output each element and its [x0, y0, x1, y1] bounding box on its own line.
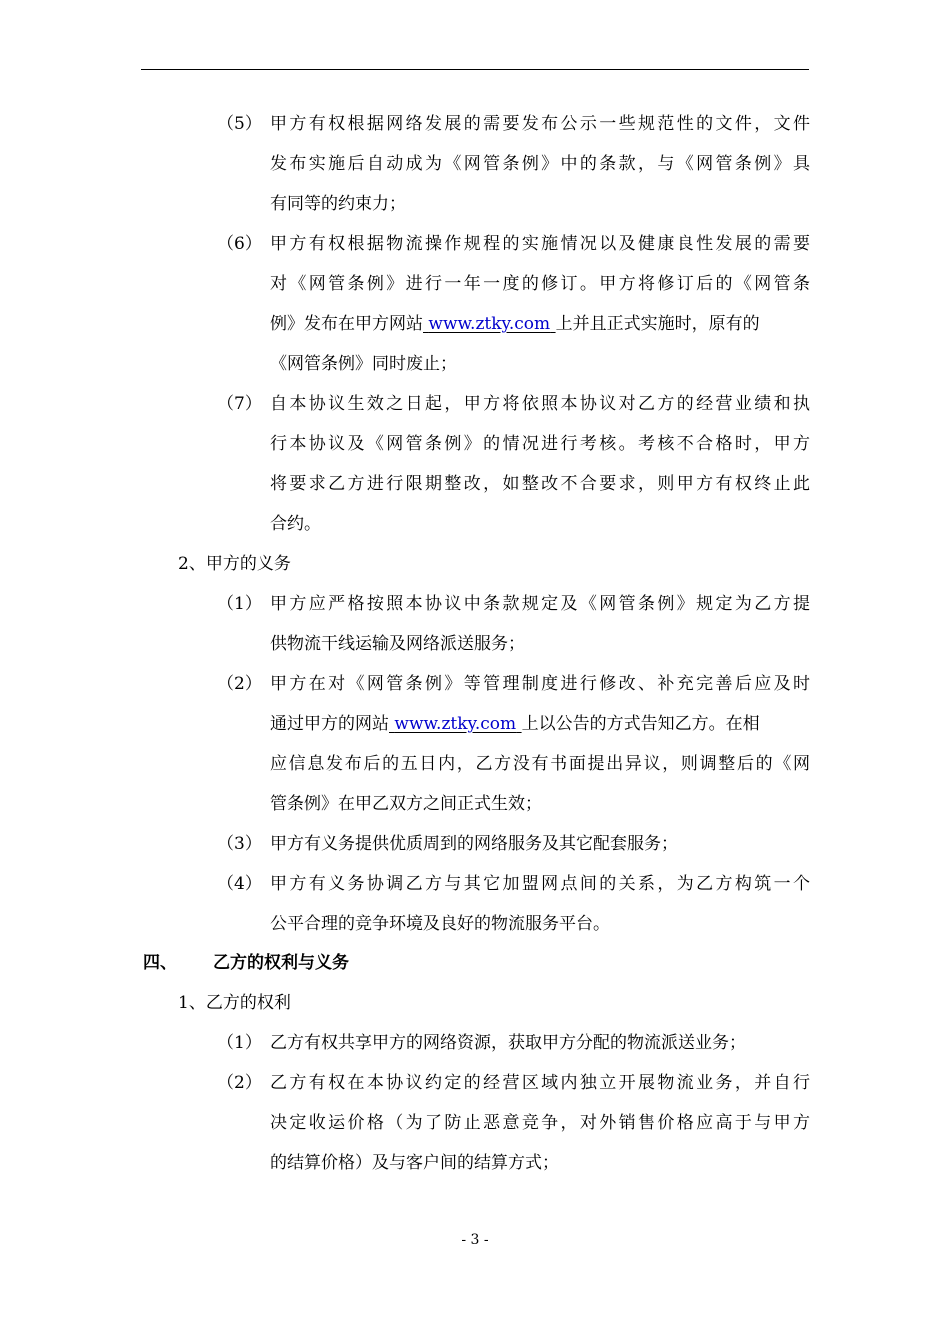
- clause-line: 《网管条例》同时废止；: [270, 354, 457, 374]
- clause-line: 发布实施后自动成为《网管条例》中的条款，与《网管条例》具: [270, 154, 810, 174]
- clause-text: 通过甲方的网站: [270, 714, 389, 734]
- clause-number: （1）: [217, 594, 262, 614]
- clause-text: 上并且正式实施时，原有的: [555, 314, 760, 334]
- website-link-wrap[interactable]: [423, 314, 556, 334]
- clause-line: 乙方有权共享甲方的网络资源，获取甲方分配的物流派送业务；: [270, 1033, 746, 1053]
- clause-line: 甲方有义务协调乙方与其它加盟网点间的关系，为乙方构筑一个: [270, 874, 810, 894]
- clause-line: 甲方有权根据网络发展的需要发布公示一些规范性的文件，文件: [270, 114, 810, 134]
- clause-text: 上以公告的方式告知乙方。在相: [521, 714, 760, 734]
- clause-line: 甲方在对《网管条例》等管理制度进行修改、补充完善后应及时: [270, 674, 810, 694]
- clause-line: 将要求乙方进行限期整改，如整改不合要求，则甲方有权终止此: [270, 474, 810, 494]
- clause-line: 合约。: [270, 514, 321, 534]
- website-link-wrap[interactable]: [389, 714, 522, 734]
- clause-number: （2）: [217, 1073, 262, 1093]
- clause-line: 决定收运价格（为了防止恶意竞争，对外销售价格应高于与甲方: [270, 1113, 810, 1133]
- clause-line: [270, 304, 810, 344]
- subsection-heading: 1、乙方的权利: [178, 993, 291, 1013]
- clause-number: （3）: [217, 834, 262, 854]
- clause-number: （4）: [217, 874, 262, 894]
- page-number: - 3 -: [461, 1232, 489, 1248]
- clause-number: （5）: [217, 114, 262, 134]
- website-link[interactable]: www.ztky.com: [428, 314, 551, 334]
- clause-line: 甲方有权根据物流操作规程的实施情况以及健康良性发展的需要: [270, 234, 810, 254]
- clause-text: 例》发布在甲方网站: [270, 314, 423, 334]
- clause-line: 管条例》在甲乙双方之间正式生效；: [270, 794, 542, 814]
- subsection-heading: 2、甲方的义务: [178, 554, 291, 574]
- clause-number: （7）: [217, 394, 262, 414]
- clause-line: 乙方有权在本协议约定的经营区域内独立开展物流业务，并自行: [270, 1073, 810, 1093]
- clause-number: （2）: [217, 674, 262, 694]
- clause-line: 甲方应严格按照本协议中条款规定及《网管条例》规定为乙方提: [270, 594, 810, 614]
- clause-line: 应信息发布后的五日内，乙方没有书面提出异议，则调整后的《网: [270, 754, 810, 774]
- clause-line: 行本协议及《网管条例》的情况进行考核。考核不合格时，甲方: [270, 434, 810, 454]
- clause-line: 供物流干线运输及网络派送服务；: [270, 634, 525, 654]
- clause-number: （1）: [217, 1033, 262, 1053]
- section-title: 乙方的权利与义务: [213, 953, 349, 973]
- clause-line: 有同等的约束力；: [270, 194, 406, 214]
- website-link[interactable]: www.ztky.com: [394, 714, 517, 734]
- header-rule: [141, 69, 809, 70]
- clause-number: （6）: [217, 234, 262, 254]
- clause-line: 公平合理的竞争环境及良好的物流服务平台。: [270, 914, 610, 934]
- clause-line: [270, 704, 810, 744]
- clause-line: 的结算价格）及与客户间的结算方式；: [270, 1153, 559, 1173]
- clause-line: 自本协议生效之日起，甲方将依照本协议对乙方的经营业绩和执: [270, 394, 810, 414]
- clause-line: 对《网管条例》进行一年一度的修订。甲方将修订后的《网管条: [270, 274, 810, 294]
- clause-line: 甲方有义务提供优质周到的网络服务及其它配套服务；: [270, 834, 678, 854]
- section-number: 四、: [143, 953, 177, 973]
